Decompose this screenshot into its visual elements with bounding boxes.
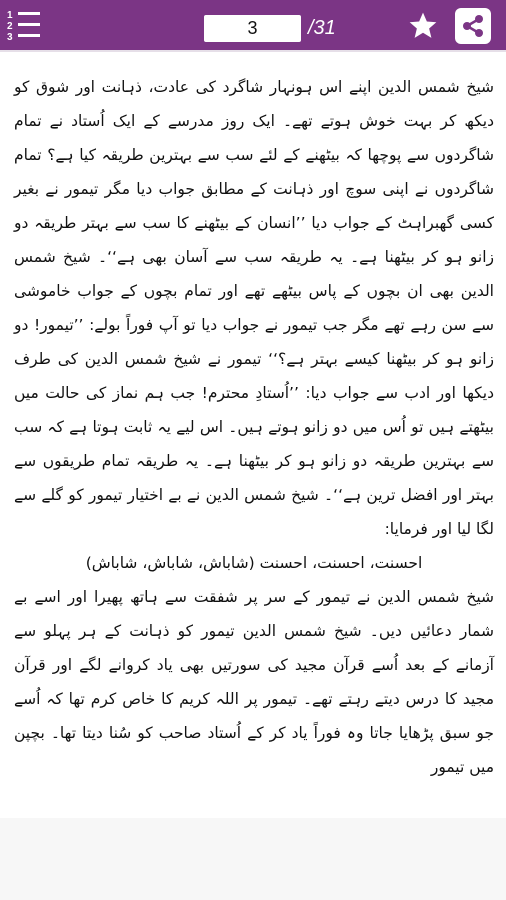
svg-text:3: 3 [7,32,13,43]
svg-text:2: 2 [7,21,13,32]
paragraph-3: شیخ شمس الدین نے تیمور کے سر پر شفقت سے ہاتھ پھیرا اور اسے بے شمار دعائیں دیں۔ شیخ شمس الدین تیمور کو ذہانت کے ہر پہلو سے آزمانے کے بعد اُسے قرآن مجید کی سورتیں بھی یاد کروانے لگے اور قرآن مجید کا درس دیتے رہتے تھے۔ تیمور پر اللہ کریم کا خاص کرم تھا کہ اُسے جو سبق پڑھایا جاتا وہ فوراً یاد کر کے اُستاد صاحب کو سُنا دیتا تھا۔ بچپن میں تیمور [14,588,494,776]
page-total-label: /31 [308,17,336,39]
paragraph-1: شیخ شمس الدین اپنے اس ہونہار شاگرد کی عادت، ذہانت اور شوق کو دیکھ کر بہت خوش ہوتے تھے۔ ایک روز مدرسے کے ایک اُستاد نے تمام شاگردوں سے پوچھا کہ بیٹھنے کے لئے سب سے بہترین طریقہ کیا ہے؟ تمام شاگردوں نے اپنی سوچ اور ذہانت کے مطابق جواب دیا مگر تیمور نے بغیر کسی گھبراہٹ کے جواب دیا ’’انسان کے بیٹھنے کا سب سے بہتر طریقہ دو زانو ہو کر بیٹھنا ہے۔ یہ طریقہ سب سے آسان بھی ہے‘‘۔ شیخ شمس الدین بھی ان بچوں کے پاس بیٹھے تھے اور تمام بچوں کے جواب خاموشی سے سن رہے تھے مگر جب تیمور نے جواب دیا تو آپ فوراً بولے: ’’تیمور! دو زانو ہو کر بیٹھنا کیسے بہتر ہے؟‘‘ تیمور نے شیخ شمس الدین کی طرف دیکھا اور ادب سے جواب دیا: ’’اُستادِ محترم! جب ہم نماز کی حالت میں بیٹھتے ہیں تو اُس میں دو زانو ہوتے ہیں۔ اس لیے یہ ثابت ہوتا ہے کہ سب سے بہترین طریقہ دو زانو ہو کر بیٹھنا ہے۔ یہ طریقہ تمام طریقوں سے بہتر اور افضل ترین ہے‘‘۔ شیخ شمس الدین نے بے اختیار تیمور کو گلے سے لگا لیا اور فرمایا: [14,78,494,538]
bookmark-button[interactable] [406,10,440,42]
table-of-contents-button[interactable] [4,6,52,44]
share-icon [455,8,491,44]
share-button[interactable] [455,8,491,44]
story-text [14,70,494,784]
top-toolbar [0,0,506,50]
star-icon [406,10,440,42]
page-number-input[interactable]: 3 [204,15,301,42]
paragraph-2: احسنت، احسنت، احسنت (شاباش، شاباش، شاباش) [85,554,423,572]
list-numbered-icon [4,6,52,44]
page-footer-area [0,818,506,900]
svg-text:1: 1 [7,10,13,21]
